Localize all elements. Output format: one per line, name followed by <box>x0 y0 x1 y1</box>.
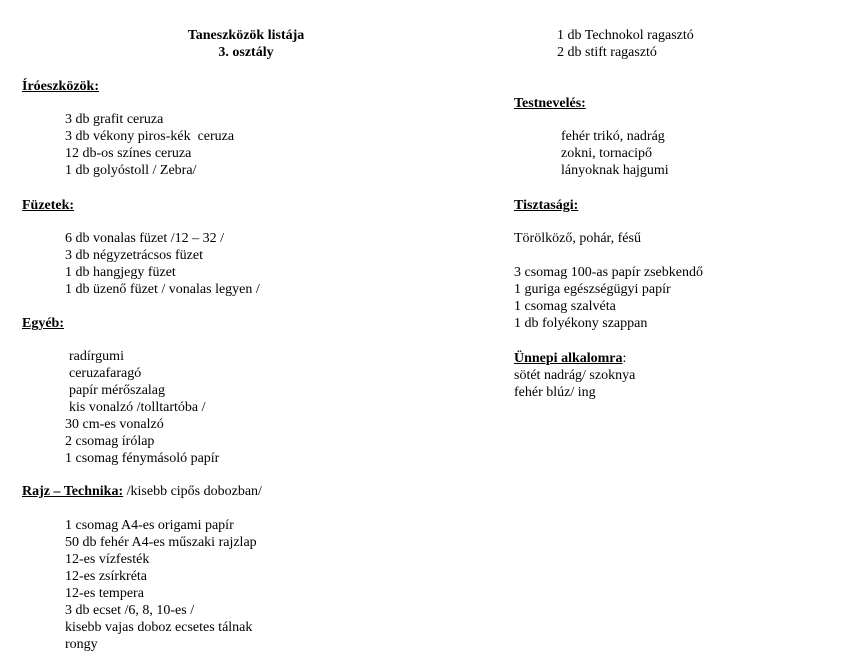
list-item: 1 csomag fénymásoló papír <box>65 451 220 466</box>
section-heading-iroeszkozok: Íróeszközök: <box>22 79 99 94</box>
document-title: Taneszközök listája <box>187 28 305 43</box>
list-item: 3 db ecset /6, 8, 10-es / <box>65 603 195 618</box>
list-item: 3 db vékony piros-kék ceruza <box>65 129 235 144</box>
section-heading-egyeb: Egyéb: <box>22 316 64 331</box>
list-item: 2 db stift ragasztó <box>557 45 657 60</box>
list-item: 1 db golyóstoll / Zebra/ <box>65 163 197 178</box>
section-rajz-technika <box>22 483 262 500</box>
list-item: 12 db-os színes ceruza <box>65 146 192 161</box>
list-item: 1 db üzenő füzet / vonalas legyen / <box>65 282 260 297</box>
list-item: 1 db hangjegy füzet <box>65 265 176 280</box>
list-item: kis vonalzó /tolltartóba / <box>69 400 206 415</box>
list-item: 3 db négyzetrácsos füzet <box>65 248 203 263</box>
list-item: 3 db grafit ceruza <box>65 112 164 127</box>
list-item: fehér trikó, nadrág <box>561 129 665 144</box>
section-heading-testneveles: Testnevelés: <box>514 96 586 111</box>
list-item: 50 db fehér A4-es műszaki rajzlap <box>65 535 257 550</box>
list-item: 1 csomag szalvéta <box>514 299 616 314</box>
list-item: Törölköző, pohár, fésű <box>514 231 641 246</box>
list-item: 12-es zsírkréta <box>65 569 148 584</box>
heading-colon: : <box>622 351 627 366</box>
list-item: radírgumi <box>69 349 124 364</box>
section-heading-tisztasagi: Tisztasági: <box>514 198 579 213</box>
list-item: 6 db vonalas füzet /12 – 32 / <box>65 231 225 246</box>
list-item: 1 guriga egészségügyi papír <box>514 282 671 297</box>
section-heading-rajz-technika: Rajz – Technika: <box>22 484 124 499</box>
list-item: sötét nadrág/ szoknya <box>514 368 636 383</box>
list-item: 3 csomag 100-as papír zsebkendő <box>514 265 703 280</box>
list-item: papír mérőszalag <box>69 383 166 398</box>
section-note-rajz: /kisebb cipős dobozban/ <box>123 484 262 499</box>
list-item: rongy <box>65 637 98 652</box>
section-heading-unnepi: Ünnepi alkalomra <box>514 351 623 366</box>
list-item: 30 cm-es vonalzó <box>65 417 164 432</box>
list-item: 1 db Technokol ragasztó <box>557 28 694 43</box>
list-item: 1 csomag A4-es origami papír <box>65 518 234 533</box>
list-item: 12-es tempera <box>65 586 144 601</box>
list-item: lányoknak hajgumi <box>561 163 669 178</box>
list-item: kisebb vajas doboz ecsetes tálnak <box>65 620 253 635</box>
list-item: 1 db folyékony szappan <box>514 316 648 331</box>
list-item: ceruzafaragó <box>69 366 142 381</box>
section-heading-fuzetek: Füzetek: <box>22 198 75 213</box>
list-item: zokni, tornacipő <box>561 146 652 161</box>
list-item: 2 csomag írólap <box>65 434 155 449</box>
section-unnepi <box>514 350 626 367</box>
document-subtitle-class: 3. osztály <box>218 45 274 60</box>
list-item: 12-es vízfesték <box>65 552 150 567</box>
list-item: fehér blúz/ ing <box>514 385 596 400</box>
